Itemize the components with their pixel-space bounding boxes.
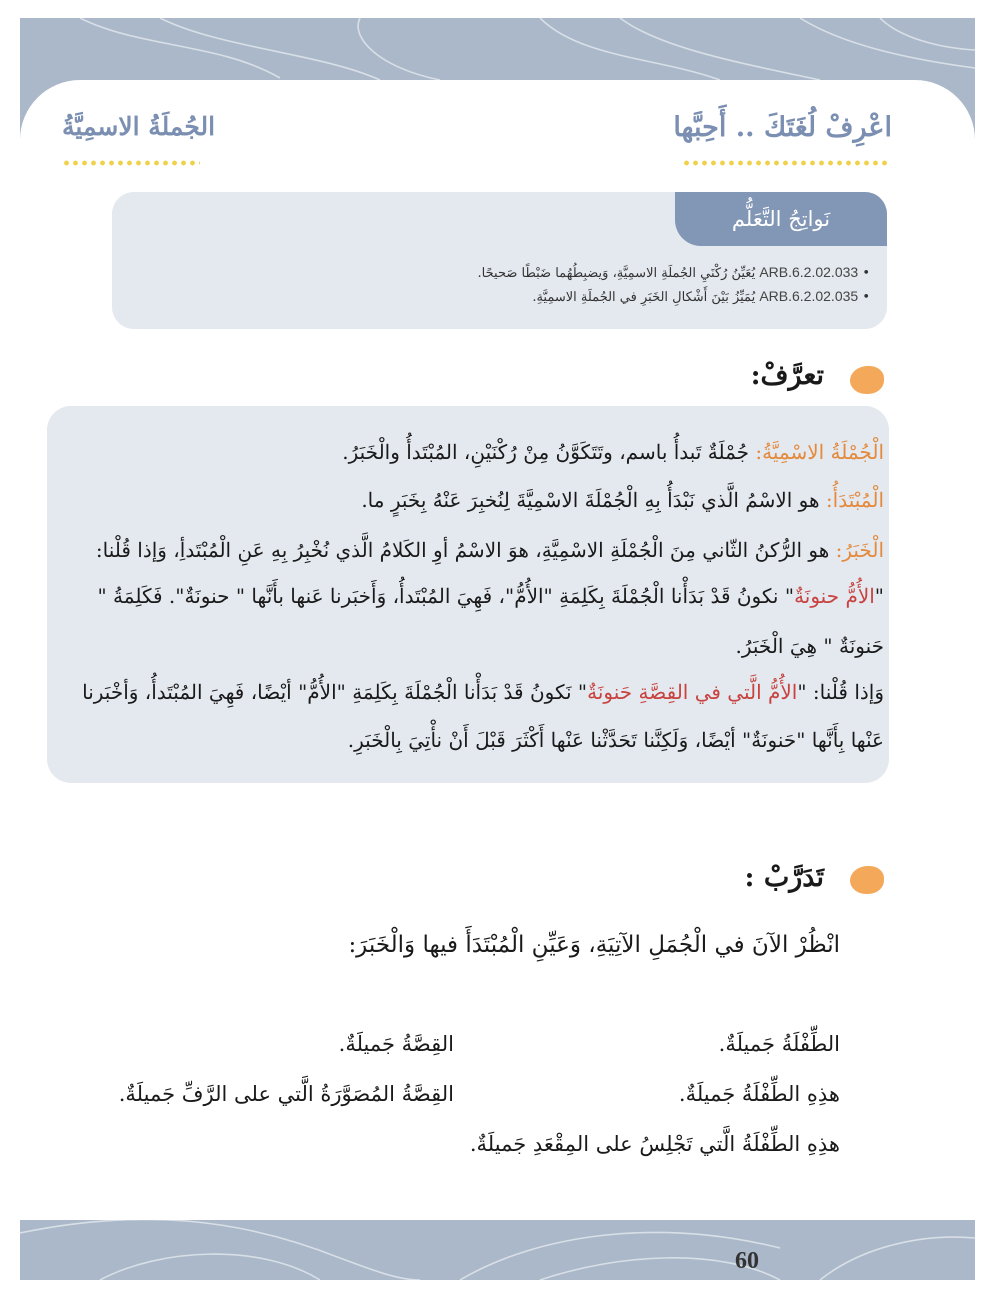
def-text: جُمْلَةٌ تَبدأُ باسم، وتَتَكَوَّنُ مِنْ رُكْنَيْنِ، المُبْتَدأُ والْخَبَرُ. [342, 440, 756, 464]
section-bullet-icon [850, 366, 884, 394]
section-bullet-icon [850, 866, 884, 894]
term-label: الْجُمْلَةُ الاسْمِيَّةُ: [755, 440, 884, 464]
practice-instruction: انْظُرْ الآنَ في الْجُمَلِ الآتِيَةِ، وَعَيِّنِ الْمُبْتَدَأَ فيها وَالْخَبَرَ: [348, 932, 840, 958]
outcome-item: • ARB.6.2.02.035 يُمَيِّزُ بَيْنَ أَشْكالِ الخَبَرِ في الجُملَةِ الاسمِيَّةِ. [532, 288, 870, 305]
practice-sentence: القِصَّةُ جَميلَةٌ. [338, 1032, 454, 1056]
header-dots-right [682, 160, 890, 166]
practice-title: تَدَرَّبْ : [744, 862, 824, 893]
page-number: 60 [735, 1248, 759, 1274]
example-red: الأُمُّ حنونَةٌ [794, 584, 875, 608]
def-nominal-sentence [342, 440, 884, 464]
lesson-title: الجُملَةُ الاسمِيَّةُ [62, 112, 216, 141]
def-predicate [96, 538, 884, 562]
outcome-text: يُمَيِّزُ بَيْنَ أَشْكالِ الخَبَرِ في الجُملَةِ الاسمِيَّةِ. [532, 290, 756, 305]
example-red: الأُمُّ الَّتي في القِصَّةِ حَنونَةٌ [587, 680, 798, 704]
series-title: اعْرِفْ لُغَتَكَ .. أَحِبَّها [673, 112, 892, 143]
outcome-text: يُعَيِّنُ رُكْنَيِ الجُملَةِ الاسمِيَّةِ، وَيضبِطُهُما ضَبْطًا صَحيحًا. [477, 266, 756, 281]
practice-sentence: هذِهِ الطِّفْلَةُ جَميلَةٌ. [678, 1082, 840, 1106]
learning-outcomes-tab [675, 192, 887, 246]
outcome-code: ARB.6.2.02.035 [759, 288, 859, 304]
learn-title: تعرَّفْ: [750, 360, 824, 391]
example-1-tail: حَنونَةٌ " هِيَ الْخَبَرُ. [735, 634, 884, 658]
def-subject [361, 488, 884, 512]
practice-sentence: هذِهِ الطِّفْلَةُ الَّتي تَجْلِسُ على المِقْعَدِ جَميلَةٌ. [469, 1132, 840, 1156]
header-dots-left [62, 160, 200, 166]
term-label: الْخَبَرُ: [835, 538, 884, 562]
practice-sentence: القِصَّةُ المُصَوَّرَةُ الَّتي على الرَّفِّ جَميلَةٌ. [118, 1082, 454, 1106]
outcome-item: • ARB.6.2.02.033 يُعَيِّنُ رُكْنَيِ الجُملَةِ الاسمِيَّةِ، وَيضبِطُهُما ضَبْطًا صَحيحًا. [477, 264, 870, 281]
example-2: وَإذا قُلْنا: "الأُمُّ الَّتي في القِصَّةِ حَنونَةٌ" نَكونُ قَدْ بَدَأْنا الْجُمْلَةَ بِكَلِمَةِ "الأُمُّ" أيْضًا، فَهِيَ المُبْتَدأُ، وَأخْبَرنا [82, 680, 884, 704]
term-label: الْمُبْتَدَأُ: [825, 488, 884, 512]
outcome-code: ARB.6.2.02.033 [759, 264, 859, 280]
example-2-tail: عَنْها بِأَنَّها "حَنونَةٌ" أيْضًا، وَلَكِنَّنا تَحَدَّثْنا عَنْها أَكْثَرَ قَبْلَ أَنْ نأْتِيَ بِالْخَبَرِ. [347, 728, 884, 752]
learning-outcomes-label: نَواتِجُ التَّعَلُّم [731, 207, 831, 231]
def-text: هو الاسْمُ الَّذي نَبْدَأُ بِهِ الْجُمْلَةَ الاسْمِيَّةَ لِنُخبِرَ عَنْهُ بِخَبَرٍ ما. [361, 488, 826, 512]
practice-sentence: الطِّفْلَةُ جَميلَةٌ. [718, 1032, 840, 1056]
example-1: "الأُمُّ حنونَةٌ" نكونُ قَدْ بَدَأْنا الْجُمْلَةَ بِكَلِمَةِ "الأُمُّ"، فَهِيَ المُبْتَدأُ، وَأَخبَرنا عَنها بأَنَّها " حنونَةٌ". فَكَلِمَةُ " [97, 584, 884, 608]
def-text: هو الرُّكنُ الثّاني مِنَ الْجُمْلَةِ الاسْمِيَّةِ، هوَ الاسْمُ أوِ الكَلامُ الَّذي نُخْبِرُ بِهِ عَنِ الْمُبْتَدأِ، وَإذا قُلْنا: [95, 538, 836, 562]
